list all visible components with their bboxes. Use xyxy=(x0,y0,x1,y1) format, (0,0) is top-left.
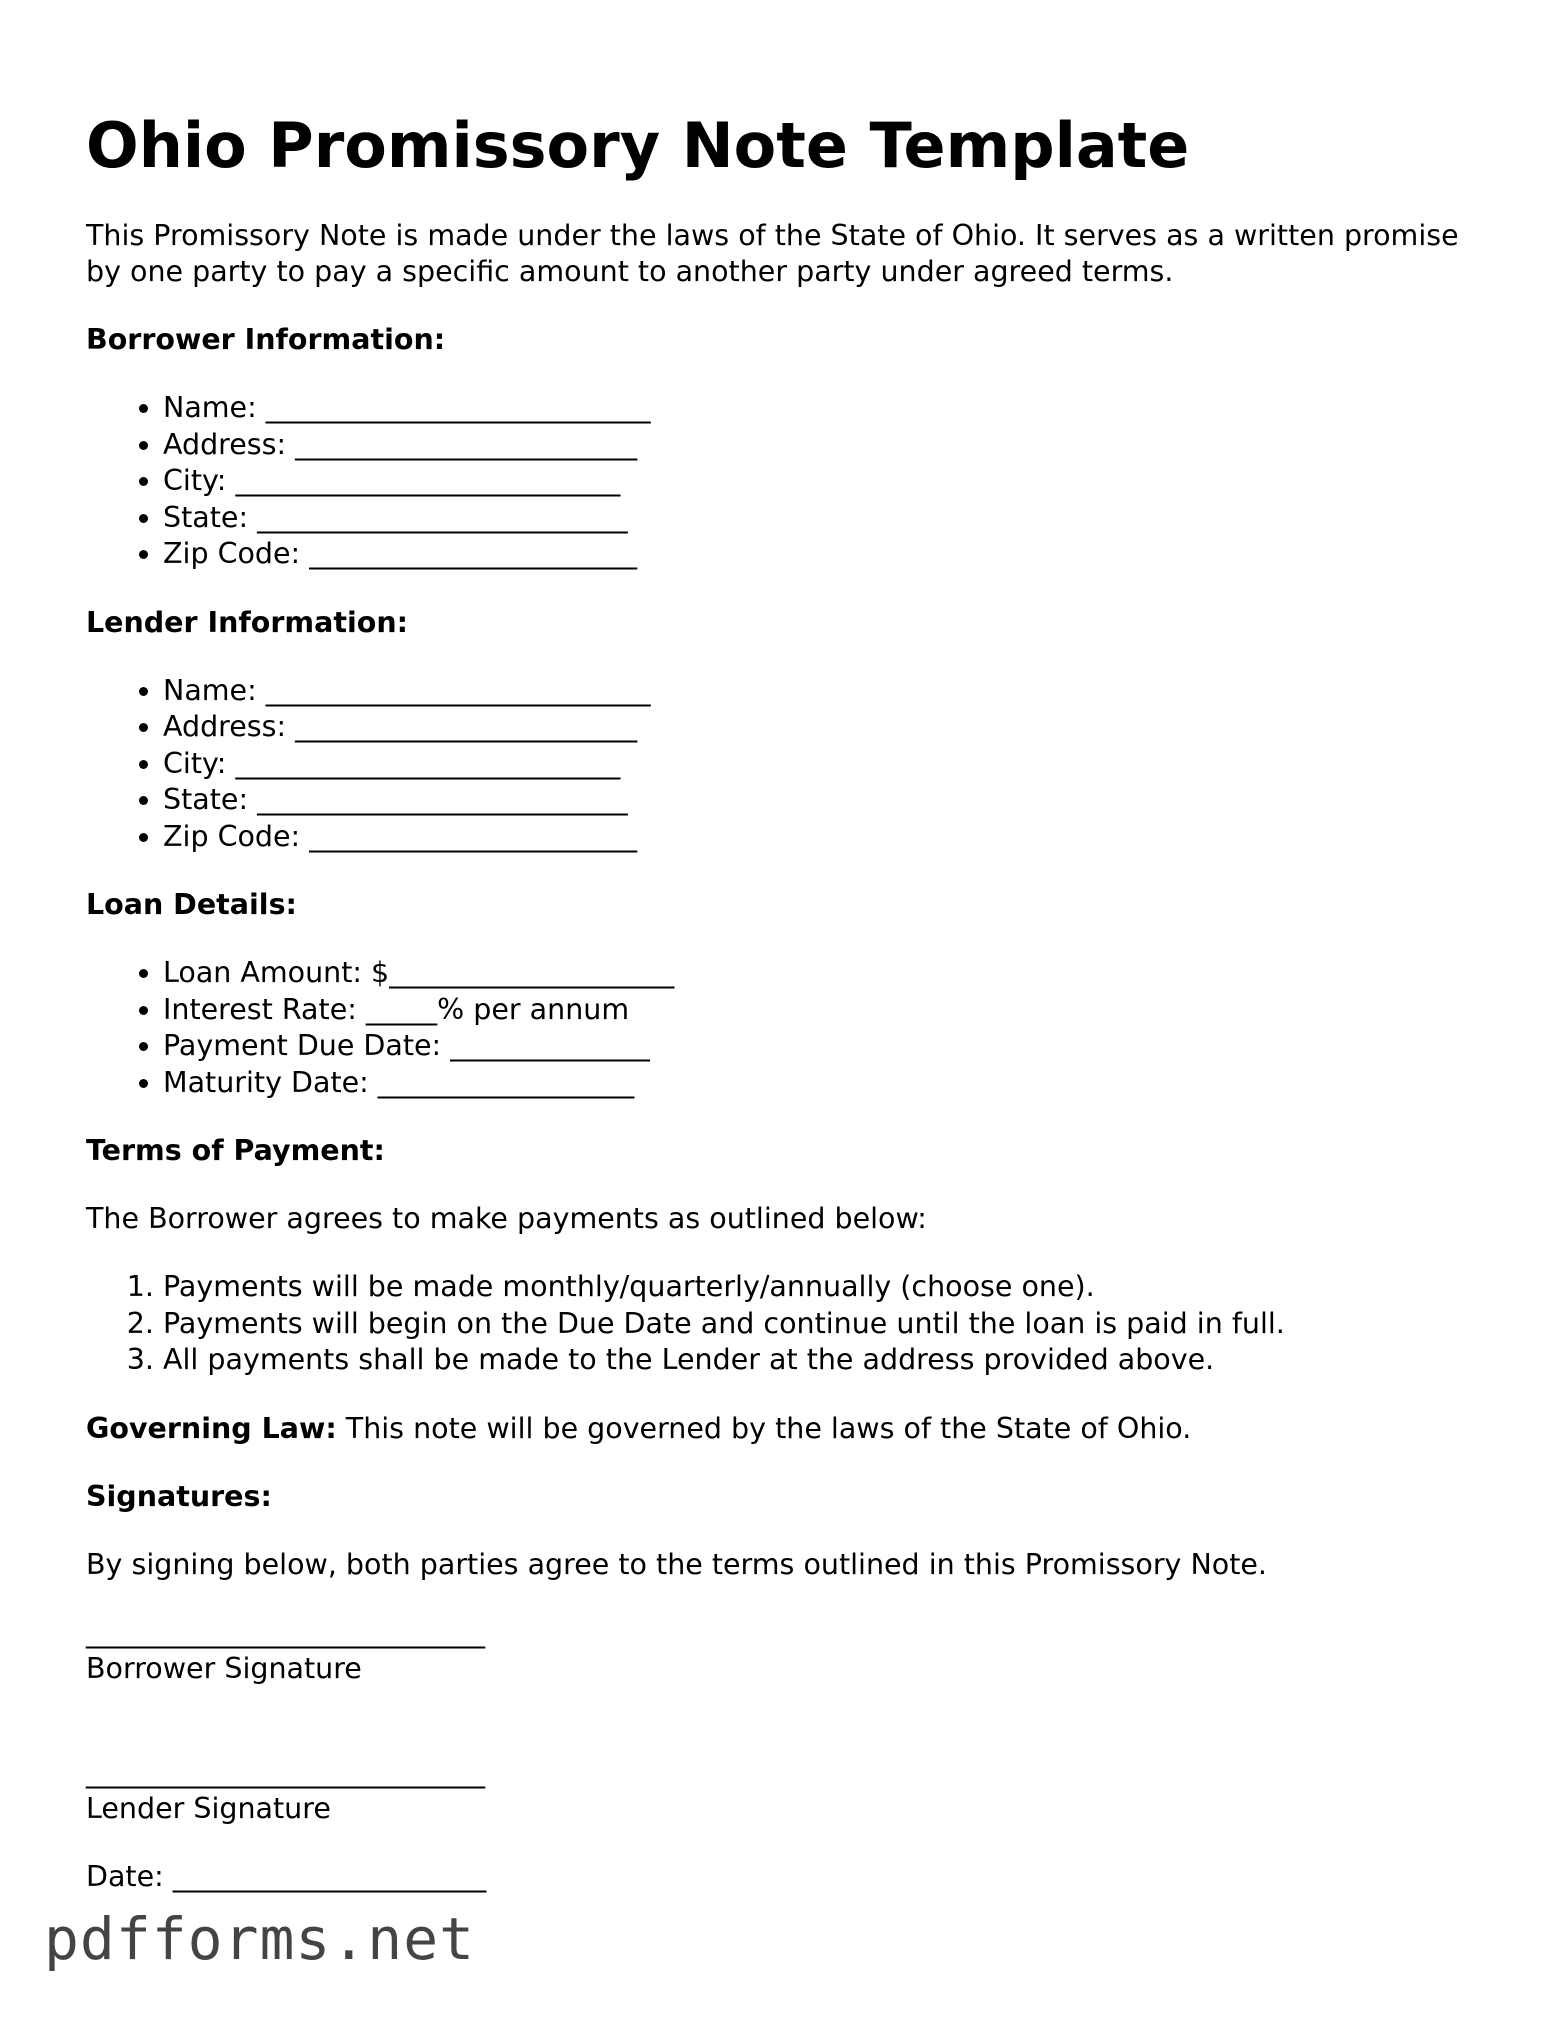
borrower-zip-field[interactable]: • Zip Code: _______________________ xyxy=(163,536,1486,573)
terms-item: 1. Payments will be made monthly/quarterly/annually (choose one). xyxy=(163,1269,1486,1306)
governing-law-paragraph xyxy=(86,1411,1486,1447)
loan-fields-list xyxy=(86,955,1486,1101)
lender-name-field[interactable]: • Name: ___________________________ xyxy=(163,673,1486,710)
borrower-fields-list xyxy=(86,390,1486,573)
lender-state-field[interactable]: • State: __________________________ xyxy=(163,782,1486,819)
lender-city-field[interactable]: • City: ___________________________ xyxy=(163,746,1486,783)
borrower-city-field[interactable]: • City: ___________________________ xyxy=(163,463,1486,500)
borrower-address-field[interactable]: • Address: ________________________ xyxy=(163,427,1486,464)
signatures-heading: Signatures: xyxy=(86,1479,272,1513)
watermark-logo: pdfforms.net xyxy=(44,1905,476,1973)
intro-paragraph: This Promissory Note is made under the laws of the State of Ohio. It serves as a written promise by one party to pay a specific amount to another party under agreed terms. xyxy=(86,219,1459,288)
document-page xyxy=(86,100,1486,1895)
maturity-date-field[interactable]: • Maturity Date: __________________ xyxy=(163,1065,1486,1102)
interest-rate-field[interactable]: • Interest Rate: _____% per annum xyxy=(163,992,1486,1029)
governing-law-text: This note will be governed by the laws of the State of Ohio. xyxy=(336,1411,1192,1445)
lender-signature-line[interactable]: ____________________________ xyxy=(86,1755,485,1789)
borrower-signature-label: Borrower Signature xyxy=(86,1651,362,1685)
lender-zip-field[interactable]: • Zip Code: _______________________ xyxy=(163,819,1486,856)
page-title: Ohio Promissory Note Template xyxy=(86,109,1190,182)
borrower-heading: Borrower Information: xyxy=(86,323,446,356)
signatures-text: By signing below, both parties agree to the terms outlined in this Promissory Note. xyxy=(86,1547,1267,1581)
terms-list xyxy=(86,1269,1486,1379)
terms-intro: The Borrower agrees to make payments as outlined below: xyxy=(86,1202,927,1235)
date-field[interactable]: Date: ______________________ xyxy=(86,1859,487,1893)
terms-item: 3. All payments shall be made to the Lender at the address provided above. xyxy=(163,1342,1486,1379)
lender-signature-label: Lender Signature xyxy=(86,1791,331,1825)
terms-heading: Terms of Payment: xyxy=(86,1134,385,1167)
borrower-state-field[interactable]: • State: __________________________ xyxy=(163,500,1486,537)
lender-address-field[interactable]: • Address: ________________________ xyxy=(163,709,1486,746)
lender-heading: Lender Information: xyxy=(86,605,409,639)
loan-heading: Loan Details: xyxy=(86,888,297,921)
terms-item: 2. Payments will begin on the Due Date and continue until the loan is paid in full. xyxy=(163,1306,1486,1343)
borrower-name-field[interactable]: • Name: ___________________________ xyxy=(163,390,1486,427)
borrower-signature-line[interactable]: ____________________________ xyxy=(86,1615,485,1649)
loan-amount-field[interactable]: • Loan Amount: $____________________ xyxy=(163,955,1486,992)
payment-due-date-field[interactable]: • Payment Due Date: ______________ xyxy=(163,1028,1486,1065)
lender-fields-list xyxy=(86,673,1486,856)
governing-law-label: Governing Law: xyxy=(86,1411,337,1445)
